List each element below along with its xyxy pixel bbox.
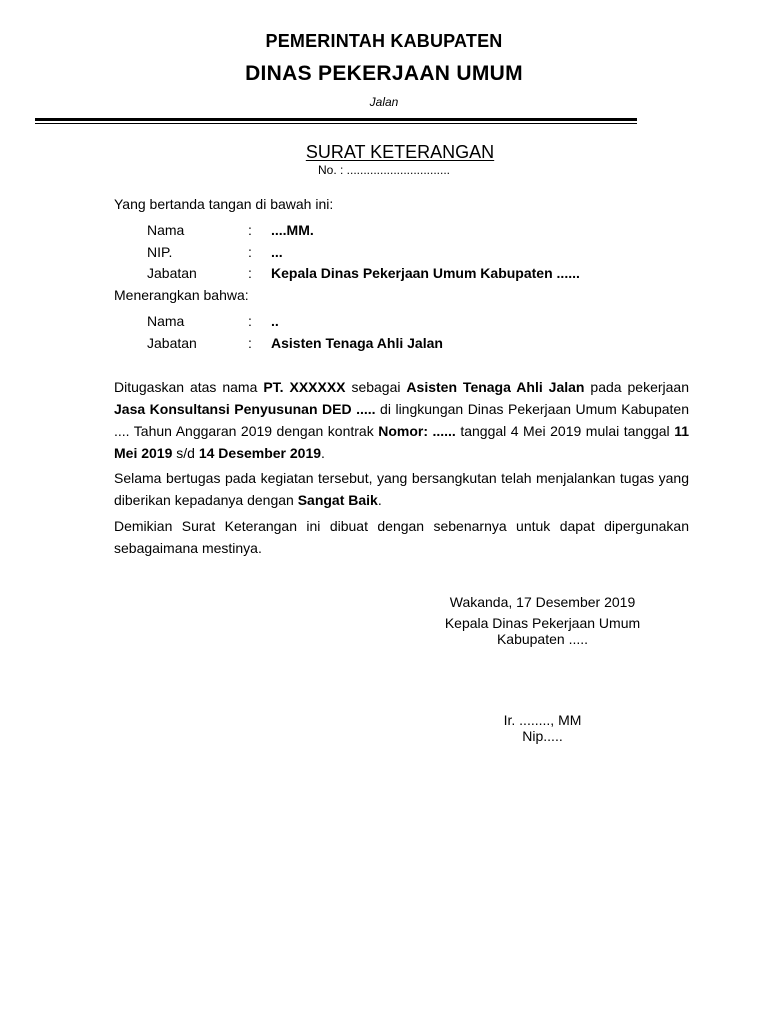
signer-name-colon: : xyxy=(248,222,252,238)
subject-name-value: .. xyxy=(271,313,279,329)
body-paragraph-closing: Demikian Surat Keterangan ini dibuat dengan sebenarnya untuk dapat dipergunakan sebagaimana mestinya. xyxy=(114,518,689,556)
subject-position-value: Asisten Tenaga Ahli Jalan xyxy=(271,335,443,351)
subject-name-label: Nama xyxy=(147,313,185,329)
signer-name-label: Nama xyxy=(147,222,185,238)
letter-number: No. : ............................... xyxy=(317,163,451,177)
signature-position-line2: Kabupaten ..... xyxy=(496,631,589,647)
signer-nip-label: NIP. xyxy=(147,244,173,260)
header-agency: DINAS PEKERJAAN UMUM xyxy=(245,62,523,85)
signer-position-colon: : xyxy=(248,265,252,281)
header-divider-thin xyxy=(35,123,637,124)
signature-name: Ir. ........, MM xyxy=(503,712,582,728)
intro-text: Yang bertanda tangan di bawah ini: xyxy=(114,196,334,212)
signature-position-line1: Kepala Dinas Pekerjaan Umum xyxy=(444,615,641,631)
letter-title: SURAT KETERANGAN xyxy=(305,142,495,162)
signature-nip: Nip..... xyxy=(522,728,563,744)
subject-name-colon: : xyxy=(248,313,252,329)
subject-position-label: Jabatan xyxy=(147,335,197,351)
header-address: Jalan xyxy=(369,95,399,109)
signer-nip-value: ... xyxy=(271,244,283,260)
signer-position-value: Kepala Dinas Pekerjaan Umum Kabupaten ...... xyxy=(271,265,580,281)
body-paragraph-performance: Selama bertugas pada kegiatan tersebut, yang bersangkutan telah menjalankan tugas yang diberikan kepadanya dengan Sangat Baik. xyxy=(114,470,689,508)
body-paragraph-assignment: Ditugaskan atas nama PT. XXXXXX sebagai Asisten Tenaga Ahli Jalan pada pekerjaan Jasa Konsultansi Penyusunan DED ..... di lingkungan Dinas Pekerjaan Umum Kabupaten .... Tahun Anggaran 2019 dengan kontrak Nomor: ...... tanggal 4 Mei 2019 mulai tanggal 11 Mei 2019 s/d 14 Desember 2019. xyxy=(114,379,689,461)
header-divider-thick xyxy=(35,118,637,121)
declaration-text: Menerangkan bahwa: xyxy=(114,287,249,303)
header-government: PEMERINTAH KABUPATEN xyxy=(265,31,503,51)
subject-position-colon: : xyxy=(248,335,252,351)
signer-position-label: Jabatan xyxy=(147,265,197,281)
signer-name-value: ....MM. xyxy=(271,222,314,238)
signer-nip-colon: : xyxy=(248,244,252,260)
signature-place-date: Wakanda, 17 Desember 2019 xyxy=(449,594,636,610)
